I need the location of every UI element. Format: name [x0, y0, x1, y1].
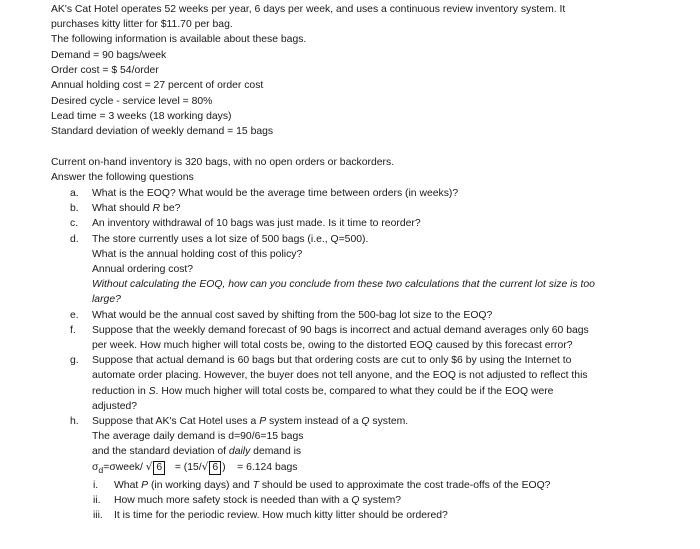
- sub-question-numeral: iii.: [93, 510, 103, 522]
- intro-line: AK's Cat Hotel operates 52 weeks per year, 6 days per week, and uses a continuous review inventory system. It: [51, 4, 566, 15]
- question-d: [70, 232, 670, 308]
- question-text: What should R be?: [92, 203, 181, 215]
- status-line: Current on-hand inventory is 320 bags, with no open orders or backorders.: [51, 157, 395, 168]
- question-text: What is the annual holding cost of this policy?: [92, 248, 303, 260]
- question-letter: f.: [70, 324, 76, 336]
- question-text: The store currently uses a lot size of 500 bags (i.e., Q=500).: [92, 233, 369, 245]
- question-text: reduction in S. How much higher will total costs be, compared to what they could be if the EOQ were: [92, 385, 554, 397]
- question-text: Suppose that AK's Cat Hotel uses a P system instead of a Q system.: [92, 416, 409, 428]
- question-text: What would be the annual cost saved by shifting from the 500-bag lot size to the EOQ?: [92, 309, 493, 321]
- question-c: [70, 216, 670, 231]
- formula-part: ) = 6.124 bags: [222, 461, 298, 473]
- sqrt-icon: √: [145, 460, 153, 473]
- status-paragraph: [51, 155, 394, 185]
- fact-order-cost: Order cost = $ 54/order: [51, 65, 159, 77]
- question-b: [70, 201, 670, 216]
- question-text: What is the EOQ? What would be the average time between orders (in weeks)?: [92, 188, 459, 199]
- fact-lead-time: Lead time = 3 weeks (18 working days): [51, 110, 232, 122]
- question-text: Suppose that the weekly demand forecast of 90 bags is incorrect and actual demand averages only 60 bags: [92, 324, 589, 336]
- question-h: [70, 414, 670, 524]
- question-list: [70, 186, 670, 524]
- question-a: [70, 186, 670, 201]
- intro-line: The following information is available about these bags.: [51, 34, 307, 46]
- formula-part: =σweek/: [103, 461, 146, 473]
- sub-question-numeral: i.: [93, 479, 99, 491]
- question-f: [70, 323, 670, 353]
- sub-question-i: [72, 478, 670, 493]
- fact-demand: Demand = 90 bags/week: [51, 50, 167, 61]
- sub-question-numeral: ii.: [93, 495, 101, 507]
- question-text: Without calculating the EOQ, how can you conclude from these two calculations that the current lot size is too: [92, 279, 595, 291]
- question-text: large?: [92, 294, 121, 306]
- sqrt-icon: √: [201, 460, 209, 473]
- sub-question-text: How much more safety stock is needed than with a Q system?: [114, 495, 402, 507]
- question-text: Suppose that actual demand is 60 bags but that ordering costs are cut to only $6 by using the Internet to: [92, 355, 572, 367]
- question-letter: e.: [70, 309, 79, 321]
- question-letter: d.: [70, 233, 79, 245]
- question-letter: a.: [70, 188, 79, 199]
- fact-std-dev: Standard deviation of weekly demand = 15 bags: [51, 126, 274, 138]
- facts-list: [51, 48, 273, 139]
- fact-holding-cost: Annual holding cost = 27 percent of order cost: [51, 80, 264, 92]
- question-text: per week. How much higher will total costs be, owing to the distorted EOQ caused by this forecast error?: [92, 340, 573, 352]
- status-line: Answer the following questions: [51, 172, 194, 184]
- formula-part: = (15/: [166, 461, 202, 473]
- boxed-value: 6: [153, 461, 165, 475]
- sigma-subscript: d: [98, 464, 104, 475]
- boxed-value: 6: [209, 461, 221, 475]
- std-dev-formula: [92, 460, 670, 478]
- question-letter: g.: [70, 355, 79, 367]
- sub-question-text: What P (in working days) and T should be used to approximate the cost trade-offs of the EOQ?: [114, 479, 551, 491]
- question-letter: b.: [70, 203, 79, 215]
- question-e: [70, 308, 670, 323]
- question-text: Annual ordering cost?: [92, 264, 194, 276]
- fact-service-level: Desired cycle - service level = 80%: [51, 95, 213, 107]
- intro-line: purchases kitty litter for $11.70 per bag.: [51, 19, 233, 31]
- sub-question-ii: [72, 493, 670, 508]
- question-text: An inventory withdrawal of 10 bags was just made. Is it time to reorder?: [92, 218, 421, 230]
- question-text: and the standard deviation of daily demand is: [92, 446, 302, 458]
- intro-paragraph: [51, 2, 691, 48]
- question-g: [70, 353, 670, 414]
- question-text: automate order placing. However, the buyer does not tell anyone, and the EOQ is not adjusted to reflect this: [92, 370, 588, 382]
- question-letter: c.: [70, 218, 79, 230]
- sigma-symbol: σ: [92, 461, 99, 473]
- question-letter: h.: [70, 416, 79, 428]
- question-text: adjusted?: [92, 400, 138, 412]
- sub-question-text: It is time for the periodic review. How much kitty litter should be ordered?: [114, 510, 448, 522]
- sub-question-iii: [72, 508, 670, 523]
- question-text: The average daily demand is d=90/6=15 bags: [92, 431, 304, 443]
